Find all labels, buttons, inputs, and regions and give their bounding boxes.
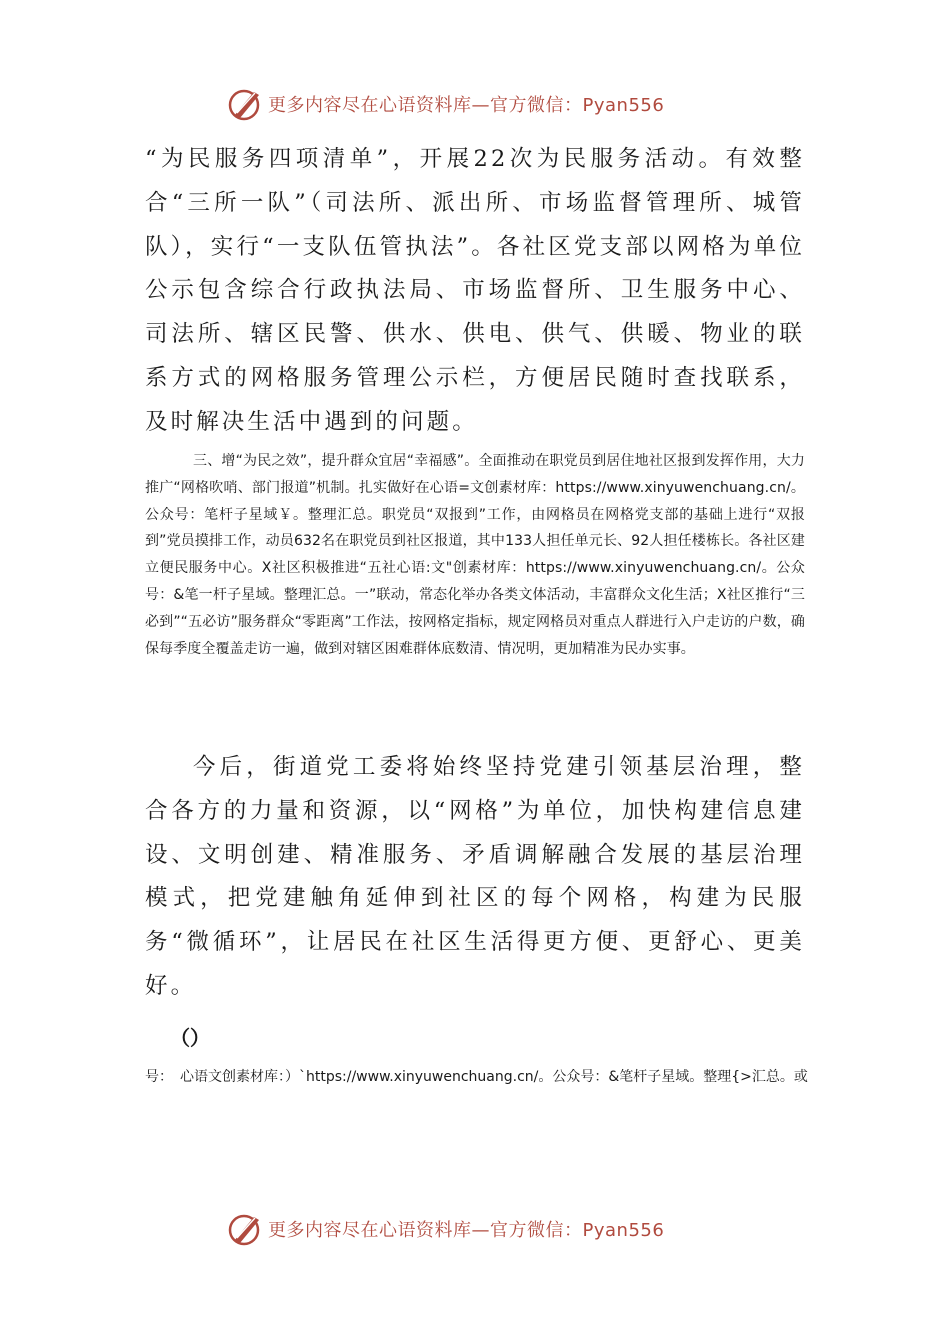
empty-parentheses: （） [170,1026,210,1050]
watermark-text-top: 更多内容尽在心语资料库—官方微信：Pyan556 [268,95,665,116]
paragraph-text: 今后，街道党工委将始终坚持党建引领基层治理，整合各方的力量和资源，以“网格”为单位，加快构建信息建设、文明创建、精准服务、矛盾调解融合发展的基层治理模式，把党建触角延伸到社区的每个网格，构建为民服务“微循环”，让居民在社区生活得更方便、更舒心、更美好。 [145,754,805,999]
footer-note: 号： 心语文创素材库：）`https://www.xinyuwenchuang.cn/。公众号：&笔杆子星域。整理{>汇总。或 [145,1069,808,1085]
pen-circle-logo-icon [228,86,264,122]
body-paragraph-3 [145,746,805,1009]
paragraph-text: “为民服务四项清单”，开展22次为民服务活动。有效整合“三所一队”（司法所、派出所、市场监督管理所、城管队），实行“一支队伍管执法”。各社区党支部以网格为单位公示包含综合行政执法局、市场监督所、卫生服务中心、司法所、辖区民警、供水、供电、供气、供暖、物业的联系方式的网格服务管理公示栏，方便居民随时查找联系，及时解决生活中遇到的问题。 [145,146,805,435]
watermark-banner-bottom [228,1209,748,1249]
watermark-text-bottom: 更多内容尽在心语资料库—官方微信：Pyan556 [268,1220,665,1241]
paragraph-text: 三、增“为民之效”，提升群众宜居“幸福感”。全面推动在职党员到居住地社区报到发挥作用，大力推广“网格吹哨、部门报道”机制。扎实做好在心语=文创素材库：https://www.xinyuwenchuang.cn/。公众号：笔杆子星域￥。整理汇总。职党员“双报到”工作，由网格员在网格党支部的基础上进行“双报到”党员摸排工作，动员632名在职党员到社区报道，其中133人担任单元长、92人担任楼栋长。各社区建立便民服务中心。X社区积极推进“五社心语:文"创素材库：https://www.xinyuwenchuang.cn/。公众号：&笔一杆子星域。整理汇总。一”联动，常态化举办各类文体活动，丰富群众文化生活；X社区推行“三必到”“五必访”服务群众“零距离”工作法，按网格定指标，规定网格员对重点人群进行入户走访的户数，确保每季度全覆盖走访一遍，做到对辖区困难群体底数清、情况明，更加精准为民办实事。 [145,453,805,657]
watermark-banner-top [228,84,748,124]
body-paragraph-1 [145,138,805,445]
body-paragraph-2 [145,448,805,662]
pen-circle-logo-icon [228,1211,264,1247]
